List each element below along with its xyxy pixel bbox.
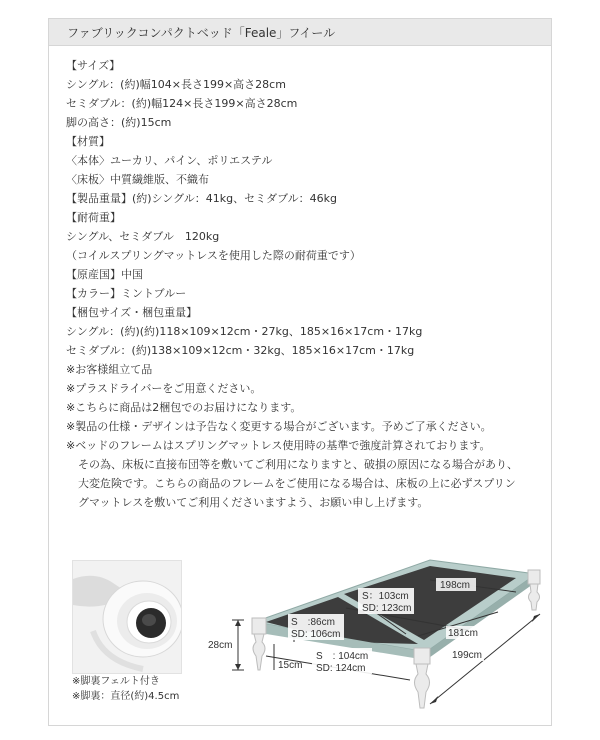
spec-line: 【耐荷重】: [66, 211, 121, 224]
spec-line: 【原産国】中国: [66, 268, 143, 281]
leg-felt-illustration: [73, 561, 181, 673]
dim-top-length: 198cm: [440, 580, 471, 591]
spec-line: 【梱包サイズ・梱包重量】: [66, 306, 198, 319]
spec-line: 【サイズ】: [66, 59, 121, 72]
page-title: ファブリックコンパクトベッド「Feale」フイール: [67, 26, 336, 40]
spec-line: 【製品重量】(約)シングル：41kg、セミダブル：46kg: [66, 192, 338, 205]
dim-leg-height: 15cm: [278, 660, 303, 671]
spec-line: シングル：(約)幅104×長さ199×高さ28cm: [66, 78, 286, 91]
spec-line: シングル：(約)(約)118×109×12cm・27kg、185×16×17cm・17kg: [66, 325, 423, 338]
spec-line: ※こちらに商品は2梱包でのお届けになります。: [66, 401, 302, 414]
spec-line: 〈床板〉中質繊維版、不織布: [66, 173, 209, 186]
dim-inner-length-sd: SD: 123cm: [362, 603, 412, 614]
dim-overall-length: 199cm: [452, 650, 483, 661]
spec-line: セミダブル：(約)138×109×12cm・32kg、185×16×17cm・17kg: [66, 344, 415, 357]
bed-frame-illustration: [198, 552, 558, 717]
spec-line: ※お客様組立て品: [66, 363, 153, 376]
bed-dimension-diagram: [198, 552, 558, 717]
spec-line: （コイルスプリングマットレスを使用した際の耐荷重です）: [66, 249, 361, 262]
spec-line: ※製品の仕様・デザインは予告なく変更する場合がございます。予めご了承ください。: [66, 420, 492, 433]
spec-line: 【材質】: [66, 135, 110, 148]
dim-width-sd: SD: 124cm: [316, 663, 366, 674]
leg-detail-photo: [72, 560, 182, 674]
spec-line: ※プラスドライバーをご用意ください。: [66, 382, 262, 395]
dim-inner-width-sd: SD: 106cm: [291, 629, 341, 640]
spec-line: 〈本体〉ユーカリ、パイン、ポリエステル: [66, 154, 273, 167]
spec-line: その為、床板に直接布団等を敷いてご利用になりますと、破損の原因になる場合があり、: [78, 458, 518, 471]
spec-list: [66, 56, 536, 512]
dim-frame-inner: 181cm: [448, 628, 479, 639]
spec-line: 【カラー】ミントブルー: [66, 287, 187, 300]
title-bar: [49, 19, 551, 46]
caption-felt: ※脚裏フェルト付き: [72, 676, 160, 687]
caption-diameter: ※脚裏：直径(約)4.5cm: [72, 691, 180, 702]
dim-inner-length-s: S：103cm: [362, 591, 409, 602]
spec-line: 大変危険です。こちらの商品のフレームをご使用になる場合は、床板の上に必ずスプリン: [78, 477, 516, 490]
spec-line: ※ベッドのフレームはスプリングマットレス使用時の基準で強度計算されております。: [66, 439, 491, 452]
dim-height: 28cm: [208, 640, 233, 651]
dim-inner-width-s: S :86cm: [291, 617, 335, 628]
spec-line: セミダブル：(約)幅124×長さ199×高さ28cm: [66, 97, 298, 110]
spec-line: 脚の高さ：(約)15cm: [66, 116, 172, 129]
dim-width-s: S : 104cm: [316, 651, 369, 662]
spec-line: シングル、セミダブル 120kg: [66, 230, 220, 243]
spec-line: グマットレスを敷いてご利用くださいますよう、お願い申し上げます。: [78, 496, 429, 509]
